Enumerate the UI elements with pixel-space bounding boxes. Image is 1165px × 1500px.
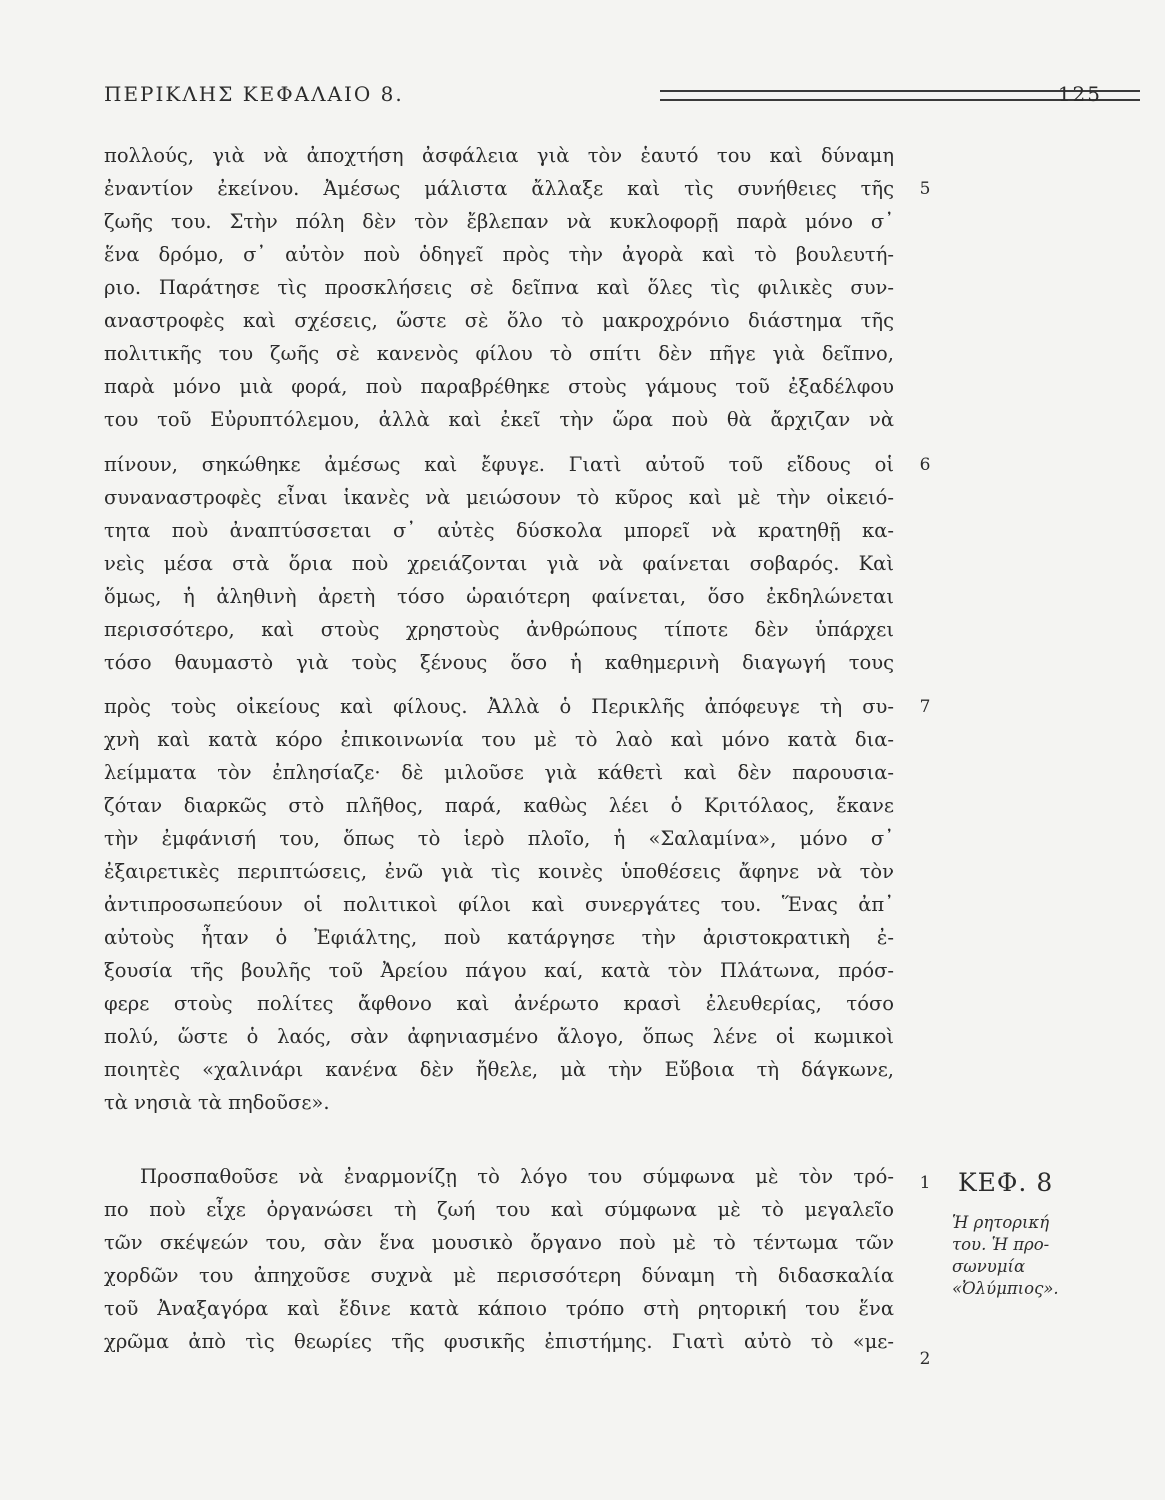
text-line: τόσο θαυμαστὸ γιὰ τοὺς ξένους ὅσο ἡ καθημερινὴ διαγωγή τους — [104, 651, 894, 674]
margin-number: 2 — [919, 1349, 931, 1369]
margin-number: 6 — [919, 455, 931, 475]
text-line: φερε στοὺς πολίτες ἄφθονο καὶ ἀνέρωτο κρασὶ ἐλευθερίας, τόσο — [104, 992, 894, 1015]
text-line: Προσπαθοῦσε νὰ ἐναρμονίζῃ τὸ λόγο του σύμφωνα μὲ τὸν τρό- — [140, 1165, 894, 1188]
text-line: πολιτικῆς του ζωῆς σὲ κανενὸς φίλου τὸ σπίτι δὲν πῆγε γιὰ δεῖπνο, — [104, 342, 894, 365]
margin-number: 1 — [919, 1173, 931, 1193]
side-note-line: του. Ἡ προ- — [952, 1235, 1050, 1254]
text-line: τὰ νησιὰ τὰ πηδοῦσε». — [104, 1091, 330, 1114]
text-line: λείμματα τὸν ἐπλησίαζε· δὲ μιλοῦσε γιὰ κάθετὶ καὶ δὲν παρουσια- — [104, 761, 894, 784]
margin-number: 5 — [919, 179, 931, 199]
text-line: χνὴ καὶ κατὰ κόρο ἐπικοινωνία του μὲ τὸ λαὸ καὶ μόνο κατὰ δια- — [104, 728, 894, 751]
text-line: πρὸς τοὺς οἰκείους καὶ φίλους. Ἀλλὰ ὁ Περικλῆς ἀπόφευγε τὴ συ- — [104, 695, 894, 718]
text-line: χρῶμα ἀπὸ τὶς θεωρίες τῆς φυσικῆς ἐπιστήμης. Γιατὶ αὐτὸ τὸ «με- — [104, 1330, 894, 1353]
text-line: παρὰ μόνο μιὰ φορά, ποὺ παραβρέθηκε στοὺς γάμους τοῦ ἐξαδέλφου — [104, 375, 894, 398]
text-line: τητα ποὺ ἀναπτύσσεται σ᾽ αὐτὲς δύσκολα μπορεῖ νὰ κρατηθῇ κα- — [104, 519, 894, 542]
text-line: πολλούς, γιὰ νὰ ἀποχτήση ἀσφάλεια γιὰ τὸν ἑαυτό του καὶ δύναμη — [104, 144, 894, 167]
running-title: ΠΕΡΙΚΛΗΣ ΚΕΦΑΛΑΙΟ 8. — [104, 82, 404, 106]
text-line: τὴν ἐμφάνισή του, ὅπως τὸ ἱερὸ πλοῖο, ἡ «Σαλαμίνα», μόνο σ᾽ — [104, 827, 894, 850]
page-number: 125 — [1057, 82, 1102, 106]
text-line: τῶν σκέψεών του, σὰν ἕνα μουσικὸ ὄργανο ποὺ μὲ τὸ τέντωμα τῶν — [104, 1231, 894, 1254]
margin-number: 7 — [919, 697, 931, 717]
text-line: ἐναντίον ἐκείνου. Ἀμέσως μάλιστα ἄλλαξε καὶ τὶς συνήθειες τῆς — [104, 177, 894, 200]
text-line: ποιητὲς «χαλινάρι κανένα δὲν ἤθελε, μὰ τὴν Εὔβοια τὴ δάγκωνε, — [104, 1058, 894, 1081]
text-line: συναναστροφὲς εἶναι ἱκανὲς νὰ μειώσουν τὸ κῦρος καὶ μὲ τὴν οἰκειό- — [104, 486, 894, 509]
side-note-line: σωνυμία — [952, 1257, 1026, 1276]
text-line: του τοῦ Εὐρυπτόλεμου, ἀλλὰ καὶ ἐκεῖ τὴν ὥρα ποὺ θὰ ἄρχιζαν νὰ — [104, 408, 894, 431]
text-line: πο ποὺ εἶχε ὀργανώσει τὴ ζωή του καὶ σύμφωνα μὲ τὸ μεγαλεῖο — [104, 1198, 894, 1221]
side-note-line: Ἡ ρητορική — [952, 1213, 1050, 1232]
side-note-line: «Ὀλύμπιος». — [952, 1279, 1059, 1298]
text-line: ξουσία τῆς βουλῆς τοῦ Ἀρείου πάγου καί, κατὰ τὸν Πλάτωνα, πρόσ- — [104, 959, 894, 982]
text-line: ἕνα δρόμο, σ᾽ αὐτὸν ποὺ ὁδηγεῖ πρὸς τὴν ἀγορὰ καὶ τὸ βουλευτή- — [104, 243, 894, 266]
running-header — [104, 82, 1102, 112]
text-line: αναστροφὲς καὶ σχέσεις, ὥστε σὲ ὅλο τὸ μακροχρόνιο διάστημα τῆς — [104, 309, 894, 332]
text-line: ἐξαιρετικὲς περιπτώσεις, ἐνῶ γιὰ τὶς κοινὲς ὑποθέσεις ἄφηνε νὰ τὸν — [104, 860, 894, 883]
text-line: ἀντιπροσωπεύουν οἱ πολιτικοὶ φίλοι καὶ συνεργάτες του. Ἕνας ἀπ᾽ — [104, 893, 894, 916]
text-line: αὐτοὺς ἦταν ὁ Ἐφιάλτης, ποὺ κατάργησε τὴν ἀριστοκρατικὴ ἐ- — [104, 926, 894, 949]
text-line: νεὶς μέσα στὰ ὅρια ποὺ χρειάζονται γιὰ νὰ φαίνεται σοβαρός. Καὶ — [104, 552, 894, 575]
text-line: ριο. Παράτησε τὶς προσκλήσεις σὲ δεῖπνα καὶ ὅλες τὶς φιλικὲς συν- — [104, 276, 894, 299]
text-line: τοῦ Ἀναξαγόρα καὶ ἔδινε κατὰ κάποιο τρόπο στὴ ρητορική του ἕνα — [104, 1297, 894, 1320]
text-line: πίνουν, σηκώθηκε ἀμέσως καὶ ἔφυγε. Γιατὶ αὐτοῦ τοῦ εἴδους οἱ — [104, 453, 894, 476]
text-line: χορδῶν του ἀπηχοῦσε συχνὰ μὲ περισσότερη δύναμη τὴ διδασκαλία — [104, 1264, 894, 1287]
text-line: πολύ, ὥστε ὁ λαός, σὰν ἀφηνιασμένο ἄλογο, ὅπως λένε οἱ κωμικοὶ — [104, 1025, 894, 1048]
chapter-side-heading: ΚΕΦ. 8 — [958, 1168, 1054, 1197]
text-line: ζόταν διαρκῶς στὸ πλῆθος, παρά, καθὼς λέει ὁ Κριτόλαος, ἔκανε — [104, 794, 894, 817]
text-line: περισσότερο, καὶ στοὺς χρηστοὺς ἀνθρώπους τίποτε δὲν ὑπάρχει — [104, 618, 894, 641]
text-line: ζωῆς του. Στὴν πόλη δὲν τὸν ἔβλεπαν νὰ κυκλοφορῇ παρὰ μόνο σ᾽ — [104, 210, 894, 233]
text-line: ὅμως, ἡ ἀληθινὴ ἀρετὴ τόσο ὡραιότερη φαίνεται, ὅσο ἐκδηλώνεται — [104, 585, 894, 608]
